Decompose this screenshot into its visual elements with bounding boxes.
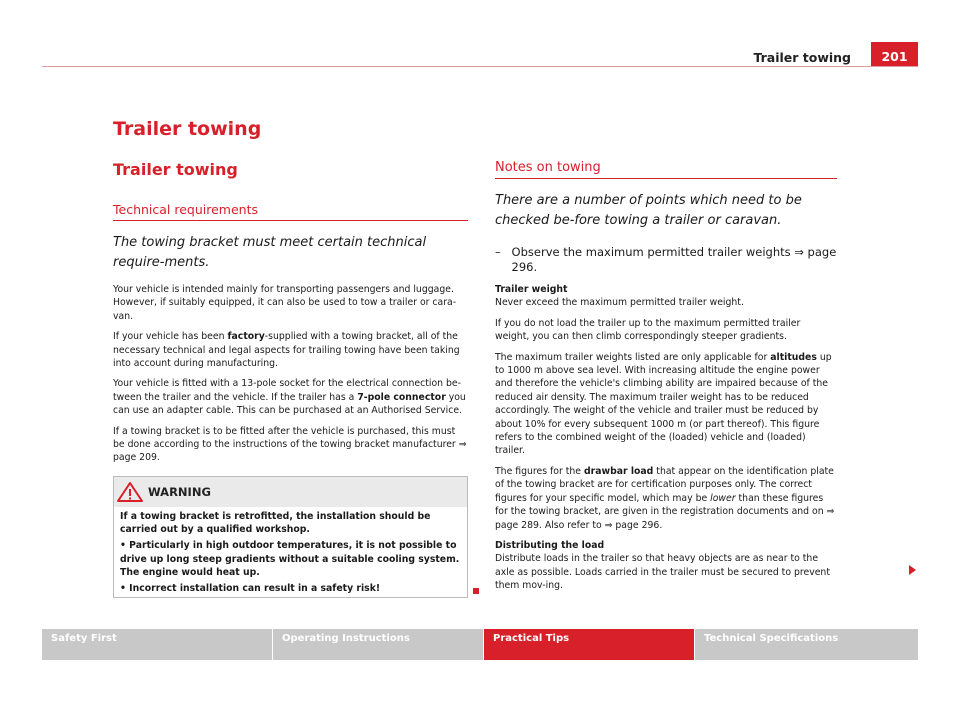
section-title: Trailer towing [113,160,238,179]
chapter-title: Trailer towing [113,118,262,140]
warning-item: If a towing bracket is retrofitted, the installation should be carried out by a qualified workshop. [120,511,431,536]
warning-triangle-icon [116,481,144,503]
paragraph: If a towing bracket is to be fitted after the vehicle is purchased, this must be done according to the instructions of the towing bracket manufacturer ⇒ page 209. [113,425,467,464]
paragraph: The figures for the drawbar load that appear on the identification plate of the towing bracket are for certification purposes only. The correct figures for your specific model, which may be lower than these figures for the towing bracket, are given in the registration documents and on ⇒ page 289. Also refer to ⇒ page 296. [495,465,835,531]
warning-header [114,477,467,507]
warning-title: WARNING [148,485,211,499]
subheading: Trailer weight [495,284,568,295]
paragraph: The maximum trailer weights listed are only applicable for altitudes up to 1000 m above sea level. With increasing altitude the engine power and therefore the vehicle's climbing ability are impaired because of the reduced air density. The maximum trailer weight has to be reduced accordingly. The weight of the vehicle and trailer must be reduced by about 10% for every subsequent 1000 m (or part thereof). This figure refers to the combined weight of the (loaded) vehicle and (loaded) trailer. [495,351,832,457]
paragraph: If you do not load the trailer up to the maximum permitted trailer weight, you can then climb correspondingly steeper gradients. [495,317,801,343]
paragraph: Your vehicle is fitted with a 13-pole socket for the electrical connection be-tween the trailer and the vehicle. If the trailer has a 7-pole connector you can use an adapter cable. This can be purchased at an Authorised Service. [113,378,466,417]
header-rule [42,66,918,67]
subsection-title: Notes on towing [495,160,837,179]
continue-arrow-icon [909,565,916,575]
warning-box [113,476,468,598]
footer-tab-operating-instructions[interactable]: Operating Instructions [273,629,483,660]
paragraph: If your vehicle has been factory-supplied with a towing bracket, all of the necessary technical and legal aspects for trailing towing have been taking into account during manufacturing. [113,331,460,370]
warning-body [114,507,467,601]
intro-text: The towing bracket must meet certain technical require-ments. [113,235,427,270]
warning-item: • Incorrect installation can result in a safety risk! [120,583,381,595]
running-header-title: Trailer towing [753,50,851,65]
page-number: 201 [871,42,918,67]
paragraph: Never exceed the maximum permitted trailer weight. [495,297,744,309]
warning-item: • Particularly in high outdoor temperatures, it is not possible to drive up long steep gradients without a suitable cooling system. The engine would heat up. [120,540,460,578]
paragraph: Distribute loads in the trailer so that heavy objects are as near to the axle as possible. Loads carried in the trailer must be secured to prevent them mov-ing. [495,553,830,592]
footer-tab-safety-first[interactable]: Safety First [42,629,272,660]
subsection-title: Technical requirements [113,202,468,221]
footer-tab-technical-specifications[interactable]: Technical Specifications [695,629,918,660]
section-end-mark [473,588,479,594]
footer-tab-practical-tips[interactable]: Practical Tips [484,629,694,660]
instruction-item: – Observe the maximum permitted trailer weights ⇒ page 296. [495,245,837,274]
notes-on-towing-block [495,160,837,600]
tech-requirements-block [113,202,468,472]
intro-text: There are a number of points which need to be checked be-fore towing a trailer or caravan. [495,193,802,228]
subheading: Distributing the load [495,539,605,551]
paragraph: Your vehicle is intended mainly for transporting passengers and luggage. However, if suitably equipped, it can also be used to tow a trailer or cara-van. [113,284,457,322]
